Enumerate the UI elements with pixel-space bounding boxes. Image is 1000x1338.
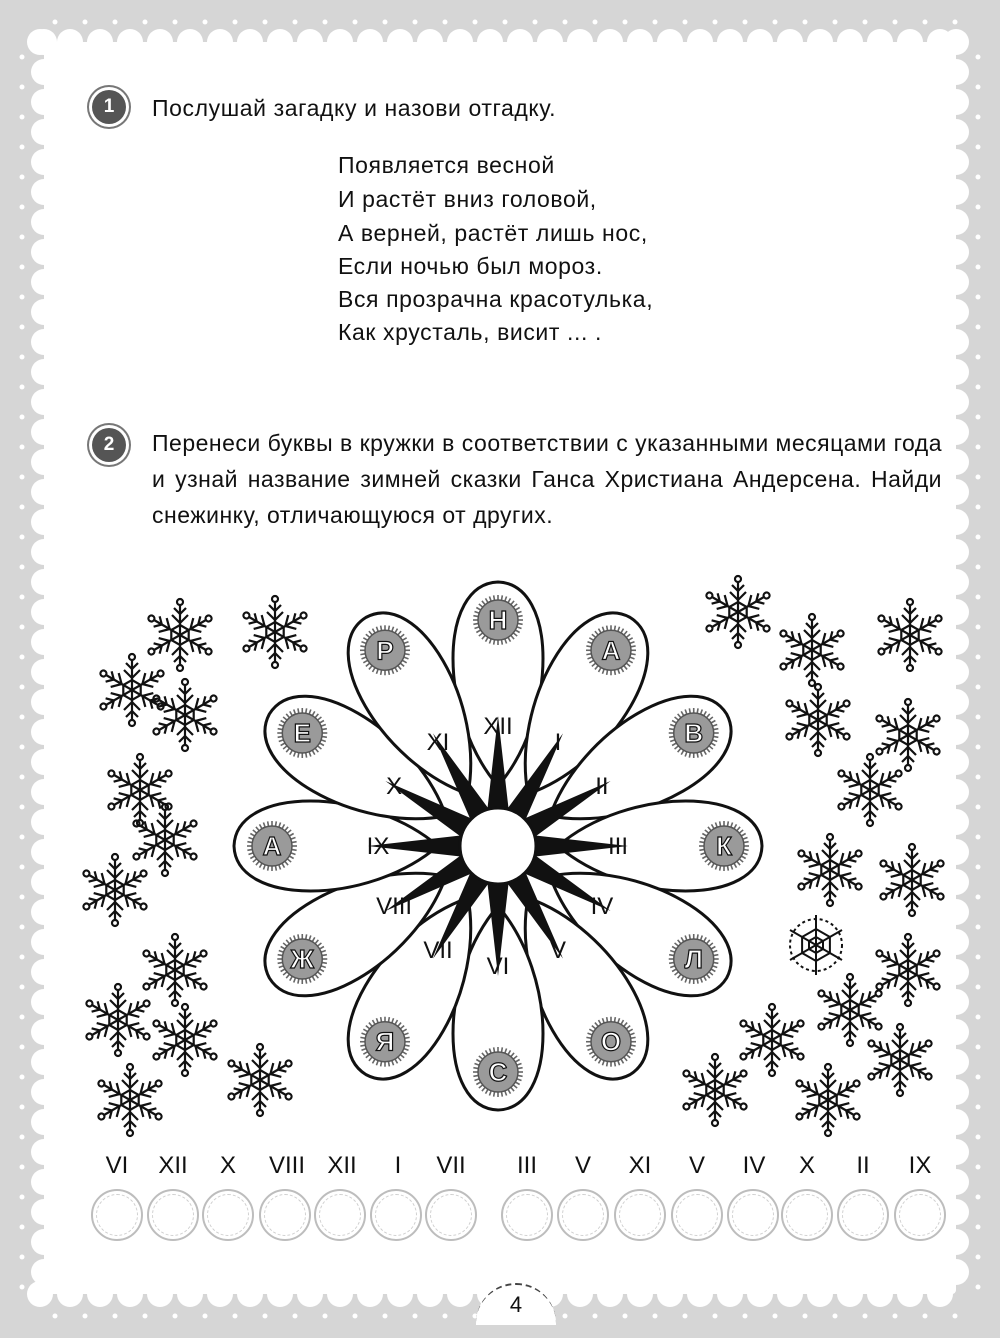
- petal-letter: С: [488, 1057, 508, 1087]
- petal-letter: А: [262, 831, 282, 861]
- answer-month-label: IX: [908, 1152, 932, 1179]
- answer-month-label: III: [516, 1152, 537, 1179]
- poem-line: Если ночью был мороз.: [338, 253, 603, 279]
- page-number-text: 4: [509, 1292, 523, 1317]
- task-1-instruction: Послушай загадку и назови отгадку.: [152, 95, 557, 121]
- snowflake: [150, 1004, 220, 1076]
- snowflake: [815, 974, 885, 1046]
- snowflake: [97, 654, 167, 726]
- snowflake: [783, 684, 853, 756]
- snowflake: [793, 1064, 863, 1136]
- poem-line: Как хрусталь, висит ... .: [338, 319, 602, 345]
- petal-month-label: II: [595, 773, 609, 800]
- petal-letter: Е: [293, 718, 311, 748]
- answer-letter-circle[interactable]: [91, 1189, 143, 1241]
- odd-snowflake[interactable]: [790, 915, 842, 975]
- answer-month-label: II: [856, 1152, 870, 1179]
- snowflake: [95, 1064, 165, 1136]
- petal-month-label: XI: [426, 729, 450, 757]
- snowflake: [83, 984, 153, 1056]
- answer-month-label: VI: [105, 1152, 129, 1179]
- snowflake: [150, 679, 220, 751]
- petal-month-label: IX: [366, 833, 390, 860]
- snowflake: [140, 934, 210, 1006]
- petal-month-label: X: [386, 773, 403, 800]
- petal-letter: В: [684, 718, 704, 748]
- task-1-number: 1: [103, 96, 115, 117]
- snowflake: [80, 854, 150, 926]
- petal-letter: Л: [684, 944, 703, 974]
- poem-line: Вся прозрачна красотулька,: [338, 286, 654, 312]
- petal-letter: Ж: [290, 944, 315, 974]
- answer-letter-circle[interactable]: [837, 1189, 889, 1241]
- petal-letter: А: [601, 635, 621, 666]
- snowflake: [703, 576, 773, 648]
- petal-month-label: IV: [590, 893, 614, 920]
- answer-letter-circle[interactable]: [370, 1189, 422, 1241]
- task-2-instruction: Перенеси буквы в кружки в соответствии с указанными месяцами года и узнай название зимней сказки Ганса Христиана Андерсена. Найди снежинку, отличающуюся от других.: [152, 430, 943, 528]
- answer-letter-circle[interactable]: [781, 1189, 833, 1241]
- petal-letter: О: [600, 1026, 622, 1057]
- answer-letter-circle[interactable]: [671, 1189, 723, 1241]
- answer-letter-circle[interactable]: [425, 1189, 477, 1241]
- answer-month-label: XII: [158, 1152, 188, 1179]
- task-2-number: 2: [103, 434, 115, 455]
- flower-center: [460, 808, 536, 884]
- answer-letter-circle[interactable]: [894, 1189, 946, 1241]
- answer-month-label: XII: [327, 1152, 357, 1179]
- petal-letter: Н: [488, 605, 508, 635]
- snowflake: [680, 1054, 750, 1126]
- answer-month-label: I: [394, 1152, 402, 1179]
- snowflake: [737, 1004, 807, 1076]
- snowflake: [795, 834, 865, 906]
- petal-month-label: VII: [423, 936, 453, 964]
- petal-month-label: III: [607, 833, 629, 860]
- snowflake: [240, 596, 310, 668]
- petal-month-label: V: [549, 936, 567, 964]
- answer-month-label: V: [688, 1152, 705, 1179]
- answer-letter-circle[interactable]: [147, 1189, 199, 1241]
- petal-letter: Р: [376, 635, 394, 666]
- poem-line: Появляется весной: [338, 152, 555, 178]
- petal-month-label: XII: [483, 713, 513, 740]
- snowflake: [777, 614, 847, 686]
- answer-month-label: V: [574, 1152, 591, 1179]
- snowflake: [873, 699, 943, 771]
- petal-month-label: VI: [486, 953, 510, 980]
- petal-month-label: I: [554, 729, 562, 757]
- answer-month-label: VII: [436, 1152, 466, 1179]
- answer-month-label: IV: [742, 1152, 766, 1179]
- answer-month-label: X: [219, 1152, 236, 1179]
- snowflake: [145, 599, 215, 671]
- snowflake: [875, 599, 945, 671]
- snowflake: [877, 844, 947, 916]
- answer-letter-circle[interactable]: [557, 1189, 609, 1241]
- snowflake: [873, 934, 943, 1006]
- answer-letter-circle[interactable]: [202, 1189, 254, 1241]
- snowflake: [865, 1024, 935, 1096]
- snowflake: [835, 754, 905, 826]
- answer-letter-circle[interactable]: [501, 1189, 553, 1241]
- petal-letter: К: [716, 831, 732, 861]
- answer-letter-circle[interactable]: [259, 1189, 311, 1241]
- answer-letter-circle[interactable]: [614, 1189, 666, 1241]
- poem-line: И растёт вниз головой,: [338, 186, 597, 212]
- answer-month-label: XI: [628, 1152, 652, 1179]
- answer-month-label: VIII: [268, 1152, 305, 1179]
- poem-line: А верней, растёт лишь нос,: [338, 220, 648, 246]
- snowflake: [225, 1044, 295, 1116]
- answer-letter-circle[interactable]: [727, 1189, 779, 1241]
- answer-month-label: X: [798, 1152, 815, 1179]
- answer-letter-circle[interactable]: [314, 1189, 366, 1241]
- flower: [234, 582, 762, 1110]
- petal-month-label: VIII: [376, 893, 413, 920]
- petal-letter: Я: [375, 1026, 395, 1057]
